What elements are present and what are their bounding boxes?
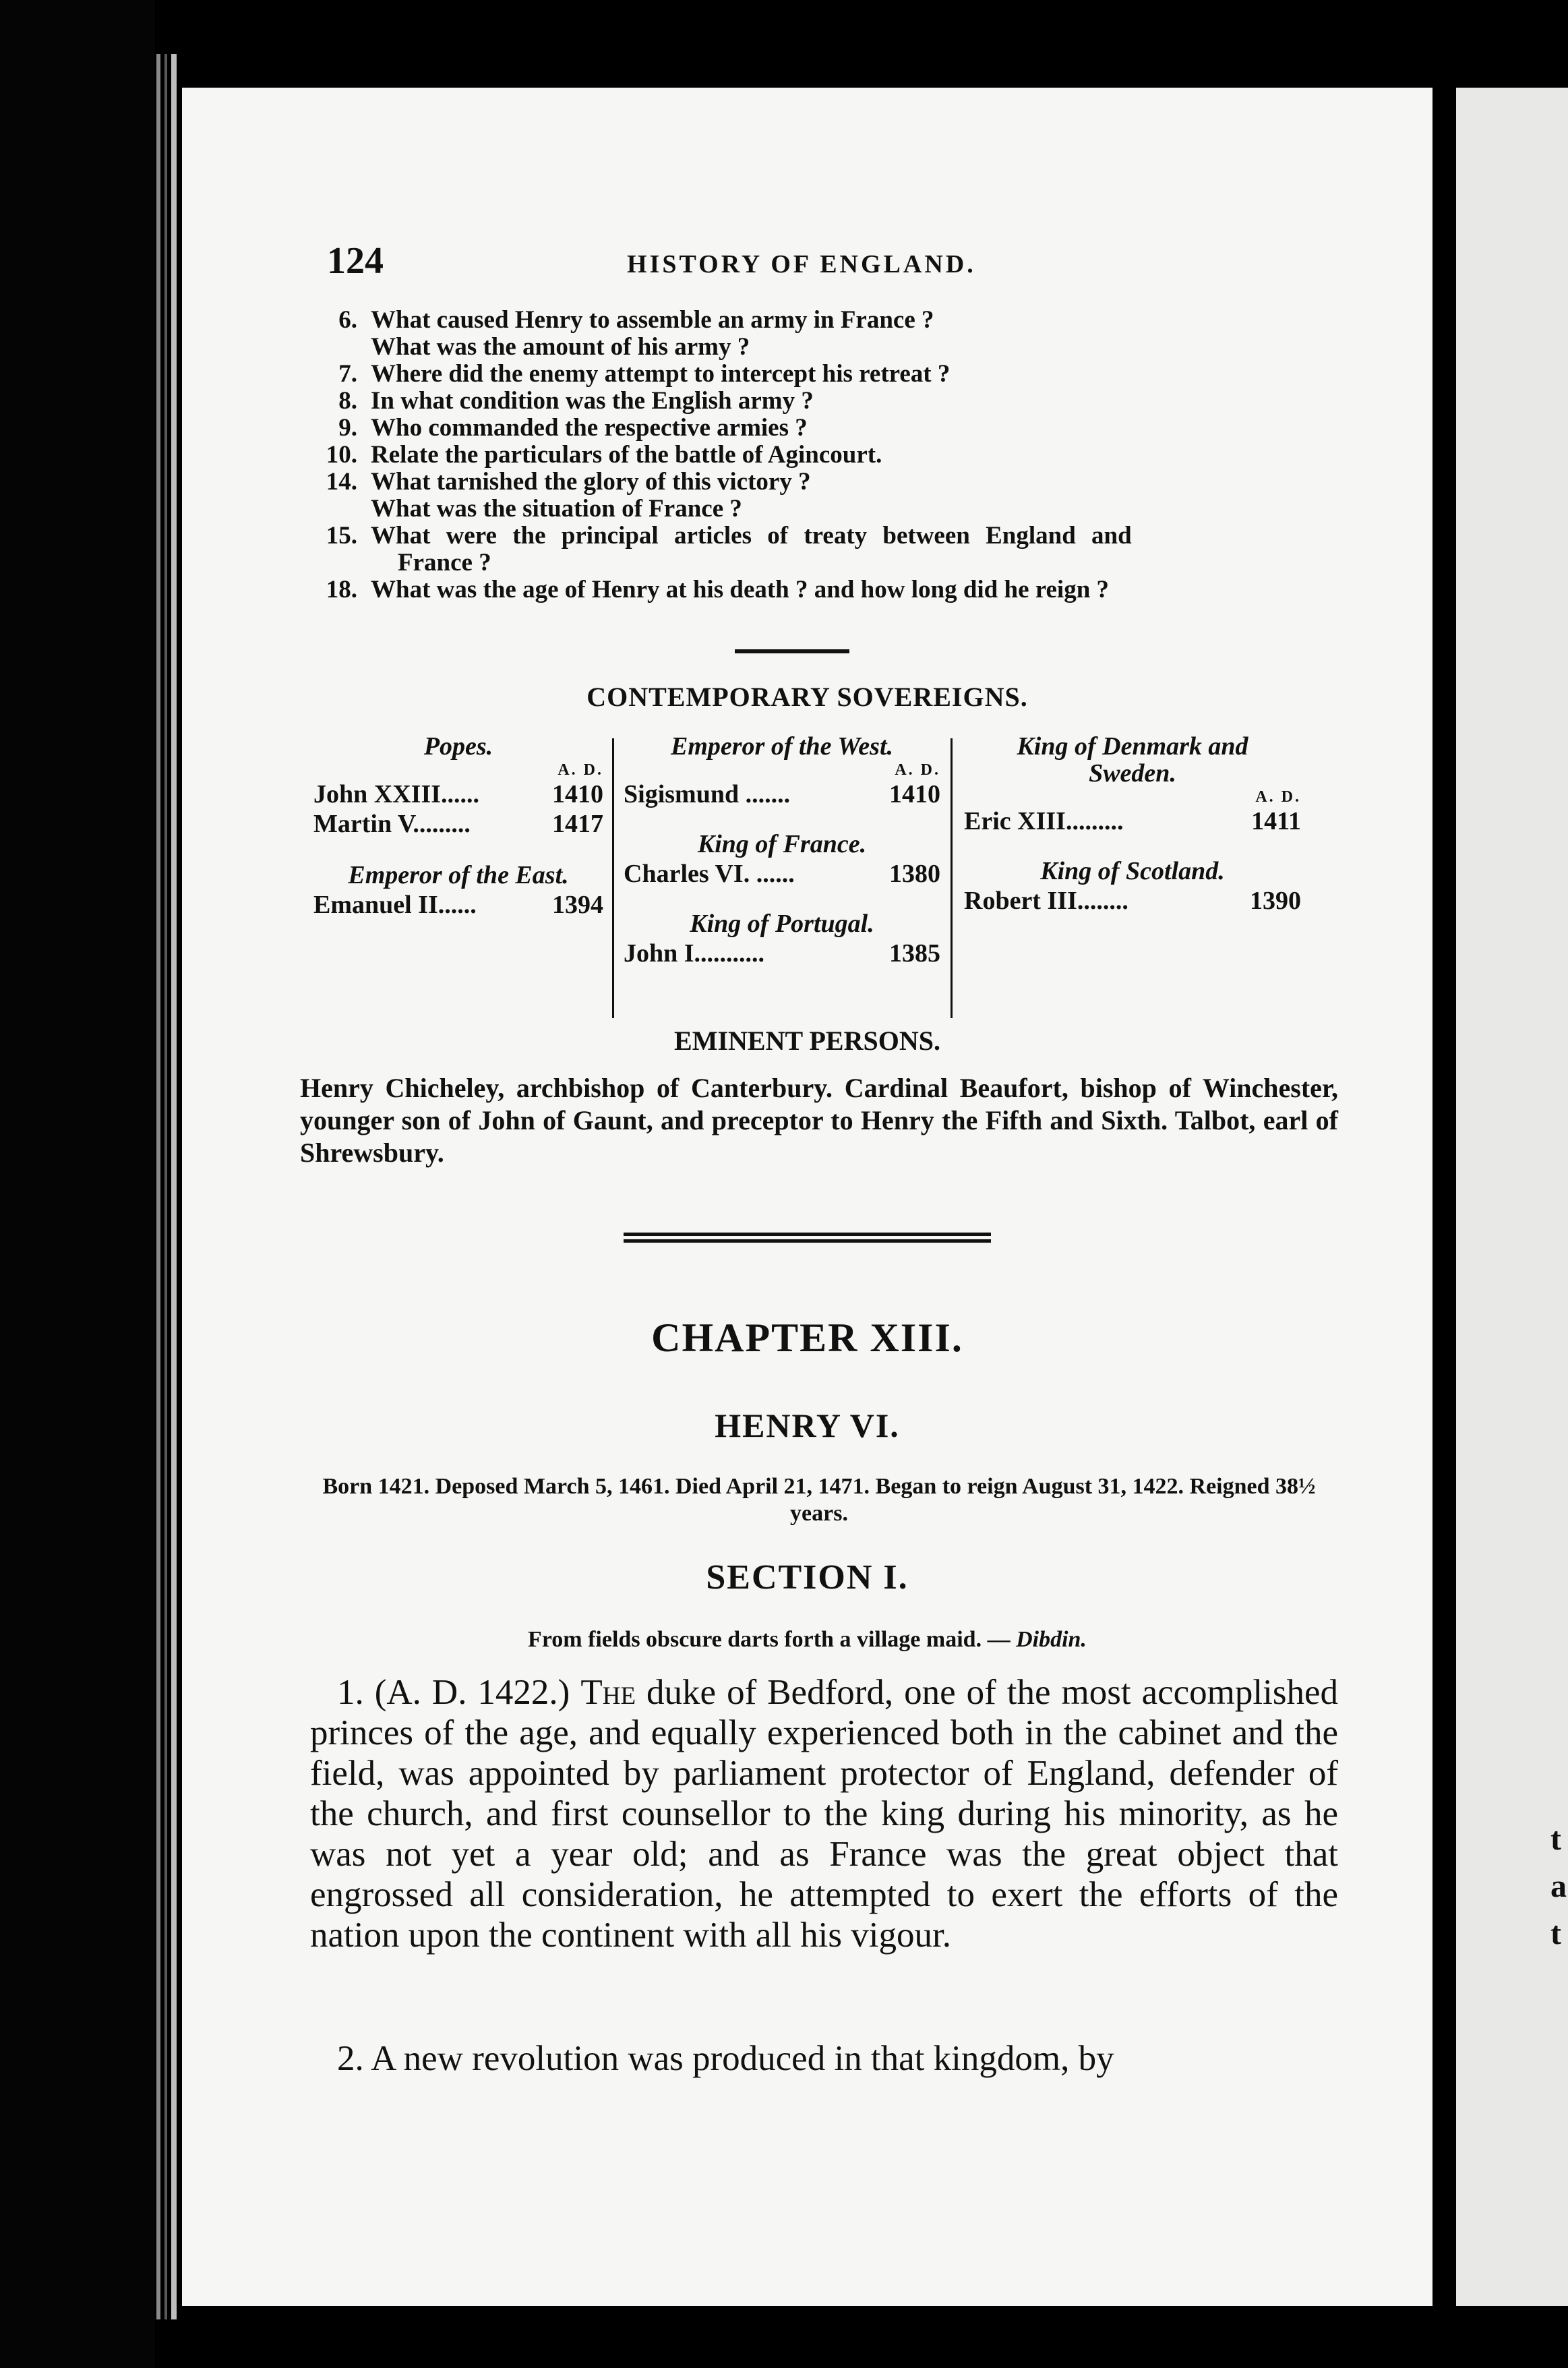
- question-text: Who commanded the respective armies ?: [371, 414, 808, 442]
- sovereigns-column-3: [964, 732, 1301, 916]
- sovereign-row: [624, 859, 940, 889]
- paragraph-number: 2.: [337, 2039, 364, 2078]
- sovereigns-column-1: [313, 732, 603, 920]
- sovereign-row: [964, 806, 1301, 836]
- page-edge-strip: [164, 54, 167, 2319]
- question-text: Relate the particulars of the battle of Agincourt.: [371, 441, 882, 469]
- question-item: [317, 307, 1355, 334]
- sovereigns-heading: King of Scotland.: [1040, 857, 1225, 885]
- question-item: [317, 576, 1355, 603]
- paragraph-text: duke of Bedford, one of the most accomplished princes of the age, and equally experienced both in the cabinet and the field, was appointed by parliament protector of England, defender of the church, and first counsellor to the king during his minority, as he was not yet a year old; and as France was the great object that engrossed all consideration, he attempted to exert the efforts of the nation upon the continent with all his vigour.: [310, 1673, 1339, 1955]
- column-divider: [951, 738, 953, 1018]
- sovereigns-heading: King of France.: [697, 830, 867, 858]
- question-item: [317, 523, 1355, 550]
- question-number: 9.: [338, 414, 357, 442]
- paragraph-1: [310, 1672, 1338, 1955]
- eminent-persons-text: Henry Chicheley, archbishop of Canterbury. Cardinal Beaufort, bishop of Winchester, younger son of John of Gaunt, and preceptor to Henry the Fifth and Sixth. Talbot, earl of Shrewsbury.: [300, 1073, 1338, 1168]
- question-text: What was the age of Henry at his death ? and how long did he reign ?: [371, 576, 1110, 603]
- sovereign-year: 1385: [889, 939, 940, 968]
- question-item: [317, 361, 1355, 388]
- paragraph-2: [310, 2038, 1338, 2079]
- question-number: 6.: [338, 306, 357, 334]
- column-divider: [612, 738, 614, 1018]
- ad-label: A. D.: [895, 761, 940, 779]
- sovereigns-heading: Emperor of the West.: [670, 732, 894, 761]
- question-number: 14.: [326, 468, 357, 496]
- adjacent-page: [1456, 88, 1568, 2306]
- sovereign-row: [624, 939, 940, 968]
- eminent-persons-title: EMINENT PERSONS.: [674, 1026, 940, 1056]
- paragraph-lead: The: [580, 1673, 636, 1712]
- sovereign-row: [964, 886, 1301, 916]
- question-number: 18.: [326, 576, 357, 603]
- question-text: In what condition was the English army ?: [371, 387, 814, 415]
- sovereign-row: [313, 890, 603, 920]
- question-item: [317, 334, 1355, 361]
- sovereign-row: [313, 779, 603, 809]
- sovereigns-heading: King of Denmark and: [1017, 732, 1248, 761]
- scan-border-left: [0, 0, 155, 2368]
- question-number: 8.: [338, 387, 357, 415]
- question-item: [317, 469, 1355, 496]
- sovereign-name: Eric XIII.........: [964, 807, 1124, 835]
- epigraph: [182, 1627, 1433, 1653]
- adjacent-page-fragment: t: [1550, 1916, 1561, 1951]
- page-number: 124: [327, 240, 384, 282]
- sovereign-name: Charles VI. ......: [624, 860, 795, 888]
- sovereign-name: Martin V.........: [313, 810, 471, 838]
- sovereigns-heading: King of Portugal.: [690, 910, 874, 938]
- adjacent-page-fragment: a: [1550, 1868, 1567, 1904]
- page-edge-strip: [156, 54, 160, 2319]
- question-item: [317, 388, 1355, 415]
- sovereign-year: 1410: [889, 780, 940, 808]
- paragraph-text: A new revolution was produced in that kingdom, by: [371, 2039, 1114, 2078]
- sovereign-year: 1411: [1251, 807, 1301, 835]
- question-number: 10.: [326, 441, 357, 469]
- sovereigns-title: CONTEMPORARY SOVEREIGNS.: [586, 682, 1028, 712]
- question-text: What was the situation of France ?: [371, 495, 742, 523]
- reign-dates: Born 1421. Deposed March 5, 1461. Died April 21, 1471. Began to reign August 31, 1422. Reigned 38½ years.: [322, 1474, 1316, 1526]
- adjacent-page-fragment: t: [1550, 1821, 1561, 1857]
- epigraph-text: From fields obscure darts forth a village maid. —: [528, 1627, 1011, 1652]
- sovereigns-column-2: [624, 732, 940, 968]
- epigraph-author: Dibdin.: [1016, 1627, 1087, 1652]
- ad-label: A. D.: [1255, 788, 1301, 806]
- question-item: [317, 550, 1355, 576]
- sovereign-year: 1390: [1250, 887, 1301, 915]
- paragraph-number: 1. (A. D. 1422.): [337, 1673, 570, 1712]
- question-text: What tarnished the glory of this victory ?: [371, 468, 811, 496]
- sovereigns-heading: Emperor of the East.: [348, 861, 569, 889]
- sovereigns-heading: Sweden.: [1089, 759, 1176, 788]
- divider-rule: [735, 649, 849, 653]
- question-item: [317, 496, 1355, 523]
- sovereign-name: John I...........: [624, 939, 765, 968]
- double-rule: [624, 1239, 991, 1243]
- question-number: 15.: [326, 522, 357, 550]
- question-item: [317, 442, 1355, 469]
- question-text: What were the principal articles of treaty between England and: [371, 522, 1132, 550]
- question-list: [317, 307, 1355, 603]
- king-heading: HENRY VI.: [715, 1407, 900, 1444]
- question-text: What caused Henry to assemble an army in France ?: [371, 306, 934, 334]
- sovereign-name: Emanuel II......: [313, 891, 477, 919]
- sovereign-row: [313, 809, 603, 839]
- page-edge-strip: [171, 54, 177, 2319]
- sovereign-year: 1417: [552, 810, 603, 838]
- sovereign-year: 1394: [552, 891, 603, 919]
- sovereign-year: 1380: [889, 860, 940, 888]
- question-text: What was the amount of his army ?: [371, 333, 750, 361]
- sovereign-name: Sigismund .......: [624, 780, 791, 808]
- ad-label: A. D.: [557, 761, 603, 779]
- running-title: HISTORY OF ENGLAND.: [627, 250, 976, 278]
- chapter-title: CHAPTER XIII.: [651, 1315, 963, 1360]
- question-item: [317, 415, 1355, 442]
- book-page: [182, 88, 1433, 2306]
- question-text: Where did the enemy attempt to intercept his retreat ?: [371, 360, 951, 388]
- sovereign-name: Robert III........: [964, 887, 1128, 915]
- sovereign-name: John XXIII......: [313, 780, 480, 808]
- question-number: 7.: [338, 360, 357, 388]
- double-rule: [624, 1233, 991, 1236]
- section-title: SECTION I.: [706, 1558, 909, 1597]
- sovereign-row: [624, 779, 940, 809]
- question-text: France ?: [398, 549, 491, 576]
- sovereigns-heading: Popes.: [423, 732, 493, 761]
- sovereign-year: 1410: [552, 780, 603, 808]
